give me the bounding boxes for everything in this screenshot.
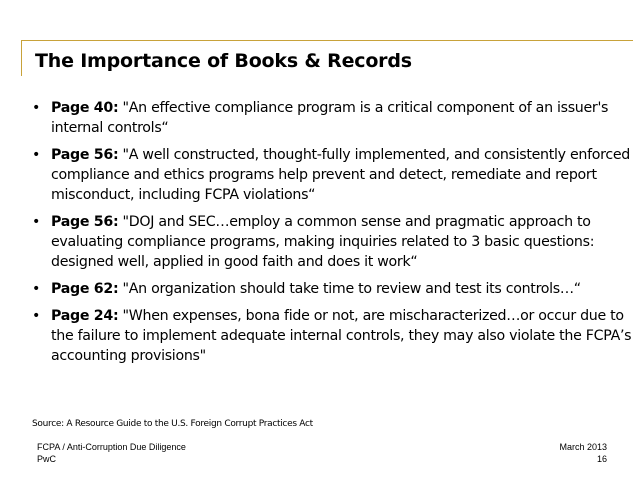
bullet-marker: • (32, 308, 41, 324)
source-note: Source: A Resource Guide to the U.S. Foreign Corrupt Practices Act (32, 419, 313, 429)
bullet-item (32, 306, 632, 366)
quote-text: "When expenses, bona fide or not, are mischaracterized…or occur due to the failure to implement adequate internal controls, they may also violate the FCPA’s accounting provisions" (51, 308, 632, 364)
bullet-item (32, 98, 632, 138)
footer-right (559, 441, 607, 465)
bullet-list (32, 98, 632, 373)
footer-left (37, 441, 186, 465)
quote-text: "An effective compliance program is a critical component of an issuer's internal controls“ (51, 100, 609, 136)
bullet-marker: • (32, 100, 41, 116)
page-reference: Page 56: (51, 147, 119, 163)
page-reference: Page 40: (51, 100, 119, 116)
bullet-marker: • (32, 147, 41, 163)
slide-title: The Importance of Books & Records (35, 50, 412, 72)
bullet-item (32, 145, 632, 205)
footer-company: PwC (37, 454, 57, 464)
footer-date: March 2013 (559, 442, 607, 452)
quote-text: "A well constructed, thought-fully implemented, and consistently enforced compliance and ethics programs help prevent and detect, remediate and report misconduct, including FCPA violations“ (51, 147, 631, 203)
bullet-marker: • (32, 214, 41, 230)
bullet-marker: • (32, 281, 41, 297)
footer-presentation-title: FCPA / Anti-Corruption Due Diligence (37, 442, 186, 452)
quote-text: "An organization should take time to review and test its controls…“ (122, 281, 581, 297)
bullet-item (32, 279, 632, 299)
bullet-item (32, 212, 632, 272)
page-reference: Page 56: (51, 214, 119, 230)
page-reference: Page 24: (51, 308, 119, 324)
quote-text: "DOJ and SEC…employ a common sense and pragmatic approach to evaluating compliance programs, making inquiries related to 3 basic questions: designed well, applied in good faith and does it work“ (51, 214, 595, 270)
page-number: 16 (596, 454, 607, 464)
page-reference: Page 62: (51, 281, 119, 297)
